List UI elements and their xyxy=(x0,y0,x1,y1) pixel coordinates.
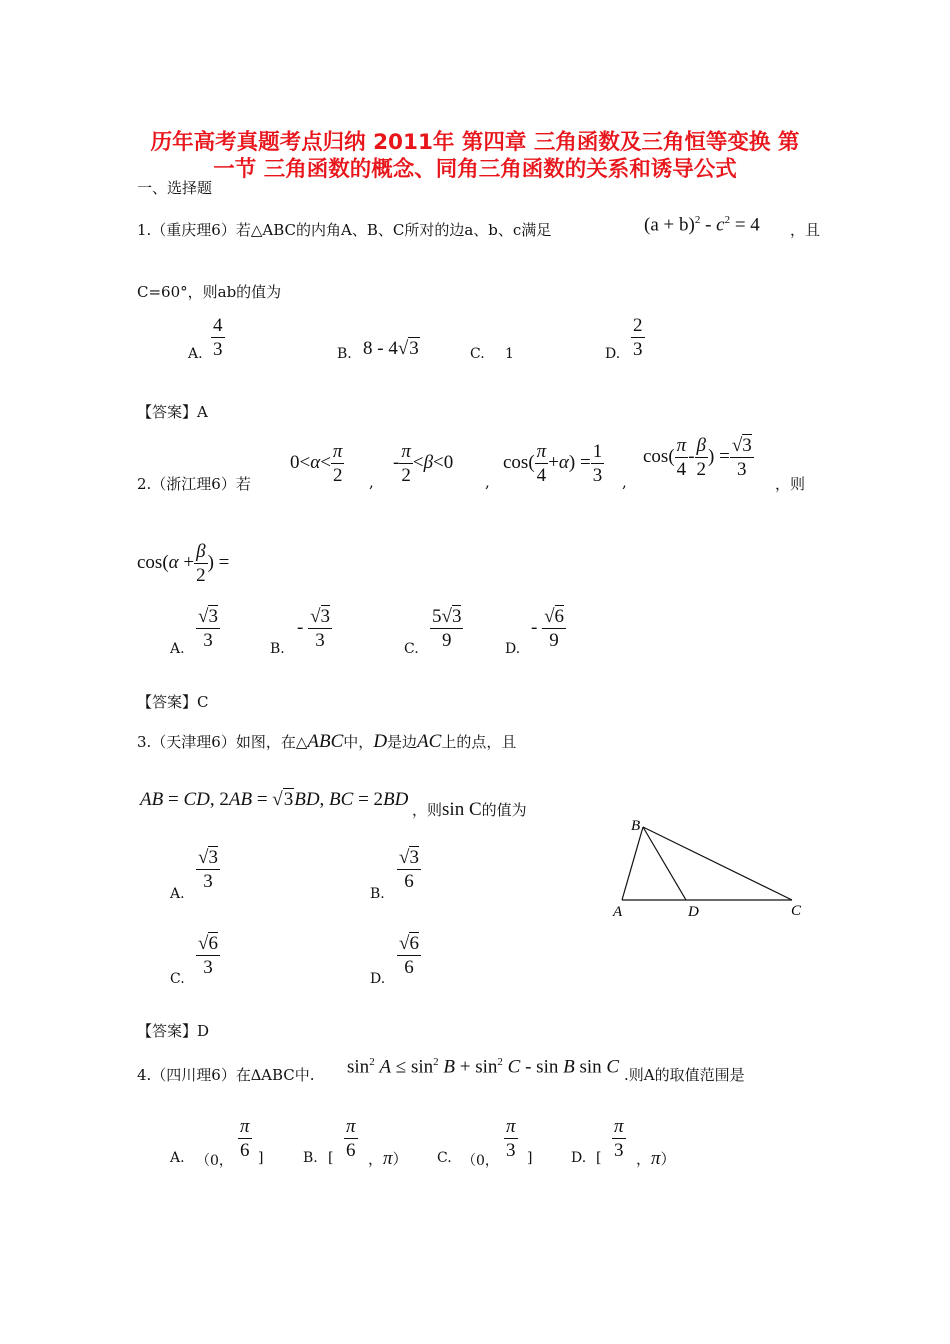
q2-comma2: , xyxy=(485,473,490,491)
q4-option-b-frac: $\frac{\pi}{6}$ xyxy=(346,1116,356,1161)
q4-option-c-letter: C. xyxy=(437,1150,452,1166)
q4-option-c-frac: $\frac{\pi}{3}$ xyxy=(506,1116,516,1161)
q3-option-a-letter: A. xyxy=(170,886,185,902)
q1-suffix: ，且 xyxy=(790,221,821,239)
q1-formula: $(a + b)^2 - c^2 = 4$ xyxy=(644,214,760,236)
q3-option-c: $\frac{√6}{3}$ xyxy=(198,933,218,978)
q3-option-a: $\frac{√3}{3}$ xyxy=(198,847,218,892)
q4-option-c-open: （0， xyxy=(462,1153,499,1169)
q2-option-c: $\frac{5√3}{9}$ xyxy=(432,606,462,651)
q2-option-d: - $\frac{√6}{9}$ xyxy=(531,606,565,651)
q4-option-b-open: [ xyxy=(328,1150,334,1166)
q4-prefix: 4.（四川理6）在ΔABC中. xyxy=(137,1066,315,1084)
triangle-figure xyxy=(606,812,816,922)
q4-option-c-close: ] xyxy=(527,1150,533,1166)
section-heading: 一、选择题 xyxy=(137,179,213,197)
label-c: C xyxy=(791,903,802,919)
q2-cond4: cos( $\frac{\pi}{4}$ - $\frac{\beta}{2}$ ) = $\frac{√3}{3}$ xyxy=(643,435,752,480)
q4-option-a-open: （0， xyxy=(196,1153,233,1169)
q2-option-d-letter: D. xyxy=(505,641,521,657)
q2-ask: cos(α + $\frac{\beta}{2}$ ) = xyxy=(137,541,230,586)
q2-suffix: ，则 xyxy=(775,475,806,493)
q4-option-a-frac: $\frac{\pi}{6}$ xyxy=(240,1116,250,1161)
label-a: A xyxy=(613,904,623,920)
q4-option-a-close: ] xyxy=(258,1150,264,1166)
q2-option-a-letter: A. xyxy=(170,641,185,657)
q1-option-b-letter: B. xyxy=(337,346,352,362)
q1-option-a: $\frac{4}{3}$ xyxy=(213,315,223,360)
q1-option-c-letter: C. xyxy=(470,346,485,362)
q2-cond2: - $\frac{\pi}{2}$ <β<0 xyxy=(393,441,454,486)
q1-line2: C=60°，则ab的值为 xyxy=(137,283,282,301)
q4-option-d-close: ，π） xyxy=(636,1148,676,1169)
q3-option-c-letter: C. xyxy=(170,971,185,987)
q1-option-b: 8 - 4√3 xyxy=(363,338,419,359)
q2-option-a: $\frac{√3}{3}$ xyxy=(198,606,218,651)
q4-option-d-letter: D. xyxy=(571,1150,587,1166)
q3-condition: AB = CD, 2AB = √3BD, BC = 2BD xyxy=(140,789,409,810)
q1-prefix: 1.（重庆理6）若△ABC的内角A、B、C所对的边a、b、c满足 xyxy=(137,221,552,239)
label-d: D xyxy=(688,904,699,920)
q3-line1: 3.（天津理6）如图，在△ABC中，D是边AC上的点，且 xyxy=(137,731,517,752)
q2-answer: 【答案】C xyxy=(137,693,209,711)
q3-answer: 【答案】D xyxy=(137,1022,210,1040)
q2-prefix: 2.（浙江理6）若 xyxy=(137,475,251,493)
q2-comma1: , xyxy=(369,473,374,491)
q1-option-c: 1 xyxy=(505,346,514,362)
q2-comma3: , xyxy=(622,473,627,491)
q2-option-c-letter: C. xyxy=(404,641,419,657)
q2-cond1: 0<α< $\frac{\pi}{2}$ xyxy=(290,441,343,486)
q1-option-d: $\frac{2}{3}$ xyxy=(633,315,643,360)
q4-condition: $\sin^2 A \le \sin^2 B + \sin^2 C - \sin B$ sin C xyxy=(347,1056,620,1078)
segment-bc xyxy=(643,827,792,900)
q4-option-d-open: [ xyxy=(596,1150,602,1166)
q4-option-b-close: ，π） xyxy=(368,1148,408,1169)
q3-ask: ，则sin C的值为 xyxy=(412,799,527,820)
q1-option-d-letter: D. xyxy=(605,346,621,362)
label-b: B xyxy=(631,818,641,834)
q1-answer: 【答案】A xyxy=(137,403,208,421)
segment-ab xyxy=(622,827,643,900)
q2-cond3: cos( $\frac{\pi}{4}$ +α) = $\frac{1}{3}$ xyxy=(503,441,603,486)
q4-option-b-letter: B. xyxy=(303,1150,318,1166)
q4-suffix: .则A的取值范围是 xyxy=(624,1066,745,1084)
q2-option-b-letter: B. xyxy=(270,641,285,657)
q2-option-b: - $\frac{√3}{3}$ xyxy=(297,606,331,651)
q3-option-b: $\frac{√3}{6}$ xyxy=(399,847,419,892)
page-title-line2: 一节 三角函数的概念、同角三角函数的关系和诱导公式 xyxy=(213,157,737,182)
q1-option-a-letter: A. xyxy=(188,346,203,362)
q4-option-d-frac: $\frac{\pi}{3}$ xyxy=(614,1116,624,1161)
q4-option-a-letter: A. xyxy=(170,1150,185,1166)
q3-option-d: $\frac{√6}{6}$ xyxy=(399,933,419,978)
q3-option-b-letter: B. xyxy=(370,886,385,902)
q3-option-d-letter: D. xyxy=(370,971,386,987)
page-title-line1: 历年高考真题考点归纳 2011年 第四章 三角函数及三角恒等变换 第 xyxy=(150,130,800,155)
